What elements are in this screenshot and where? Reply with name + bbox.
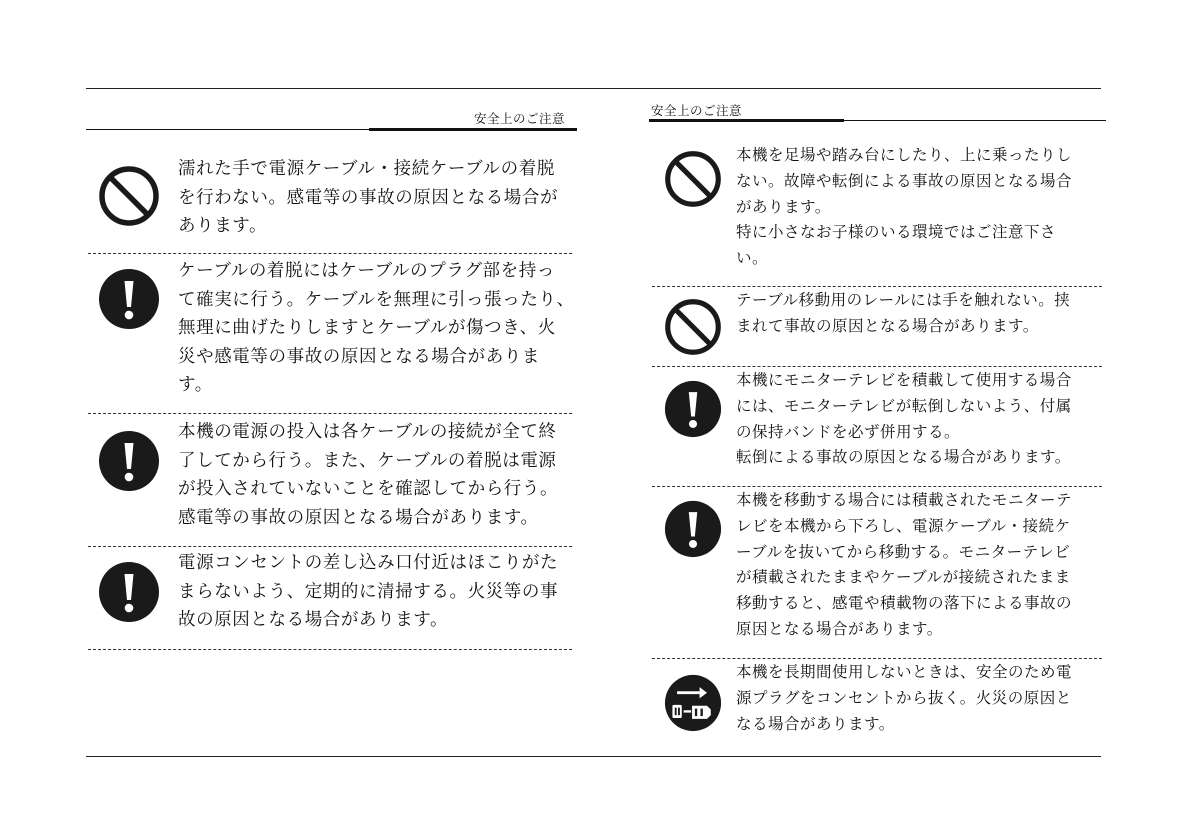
unplug-icon — [664, 674, 722, 732]
left-divider-1 — [88, 253, 572, 254]
right-divider-2 — [652, 366, 1102, 367]
top-rule — [86, 88, 1101, 89]
right-item-1-text: 本機を足場や踏み台にしたり、上に乗ったりし ない。故障や転倒による事故の原因となる場合 があります。 特に小さなお子様のいる環境ではご注意下さ い。 — [736, 146, 1073, 268]
left-item-3-text: 本機の電源の投入は各ケーブルの接続が全て終 了してから行う。また、ケーブルの着脱は電源 が投入されていないことを確認してから行う。 感電等の事故の原因となる場合があります。 — [178, 422, 559, 528]
left-item-1-text: 濡れた手で電源ケーブル・接続ケーブルの着脱 を行わない。感電等の事故の原因となる場合が あります。 — [178, 159, 559, 236]
mandatory-action-icon — [664, 380, 722, 438]
mandatory-action-icon — [98, 430, 160, 492]
left-divider-4 — [88, 649, 572, 650]
mandatory-action-icon — [664, 500, 722, 558]
right-item-5-text: 本機を長期間使用しないときは、安全のため電 源プラグをコンセントから抜く。火災の原因と なる場合があります。 — [736, 663, 1073, 733]
mandatory-action-icon — [98, 561, 160, 623]
right-item-4-text: 本機を移動する場合には積載されたモニターテ レビを本機から下ろし、電源ケーブル・接続ケ ーブルを抜いてから移動する。モニターテレビ が積載されたままやケーブルが接続されたまま 移動すると、感電や積載物の落下による事故の 原因となる場合があります。 — [736, 491, 1073, 638]
right-header-thick-rule — [649, 119, 844, 122]
left-divider-3 — [88, 546, 572, 547]
right-page-title: 安全上のご注意 — [651, 103, 743, 118]
left-item-2-text: ケーブルの着脱にはケーブルのプラグ部を持っ て確実に行う。ケーブルを無理に引っ張ったり、 無理に曲げたりしますとケーブルが傷つき、火 災や感電等の事故の原因となる場合がありま す。 — [178, 261, 575, 395]
prohibition-icon — [98, 165, 160, 227]
prohibition-icon — [664, 150, 722, 208]
mandatory-action-icon — [98, 268, 160, 330]
bottom-rule — [86, 756, 1101, 757]
prohibition-icon — [664, 298, 722, 356]
left-page-title: 安全上のご注意 — [474, 111, 566, 126]
left-divider-2 — [88, 413, 572, 414]
left-item-4-text: 電源コンセントの差し込み口付近はほこりがた まらないよう、定期的に清掃する。火災等の事 故の原因となる場合があります。 — [178, 553, 559, 630]
right-item-3-text: 本機にモニターテレビを積載して使用する場合 には、モニターテレビが転倒しないよう、付属 の保持バンドを必ず併用する。 転倒による事故の原因となる場合があります。 — [736, 371, 1072, 467]
right-item-2-text: テーブル移動用のレールには手を触れない。挟 まれて事故の原因となる場合があります。 — [736, 291, 1071, 335]
right-divider-4 — [652, 658, 1102, 659]
right-divider-1 — [652, 286, 1102, 287]
right-divider-3 — [652, 486, 1102, 487]
left-header-thick-rule — [369, 128, 577, 131]
